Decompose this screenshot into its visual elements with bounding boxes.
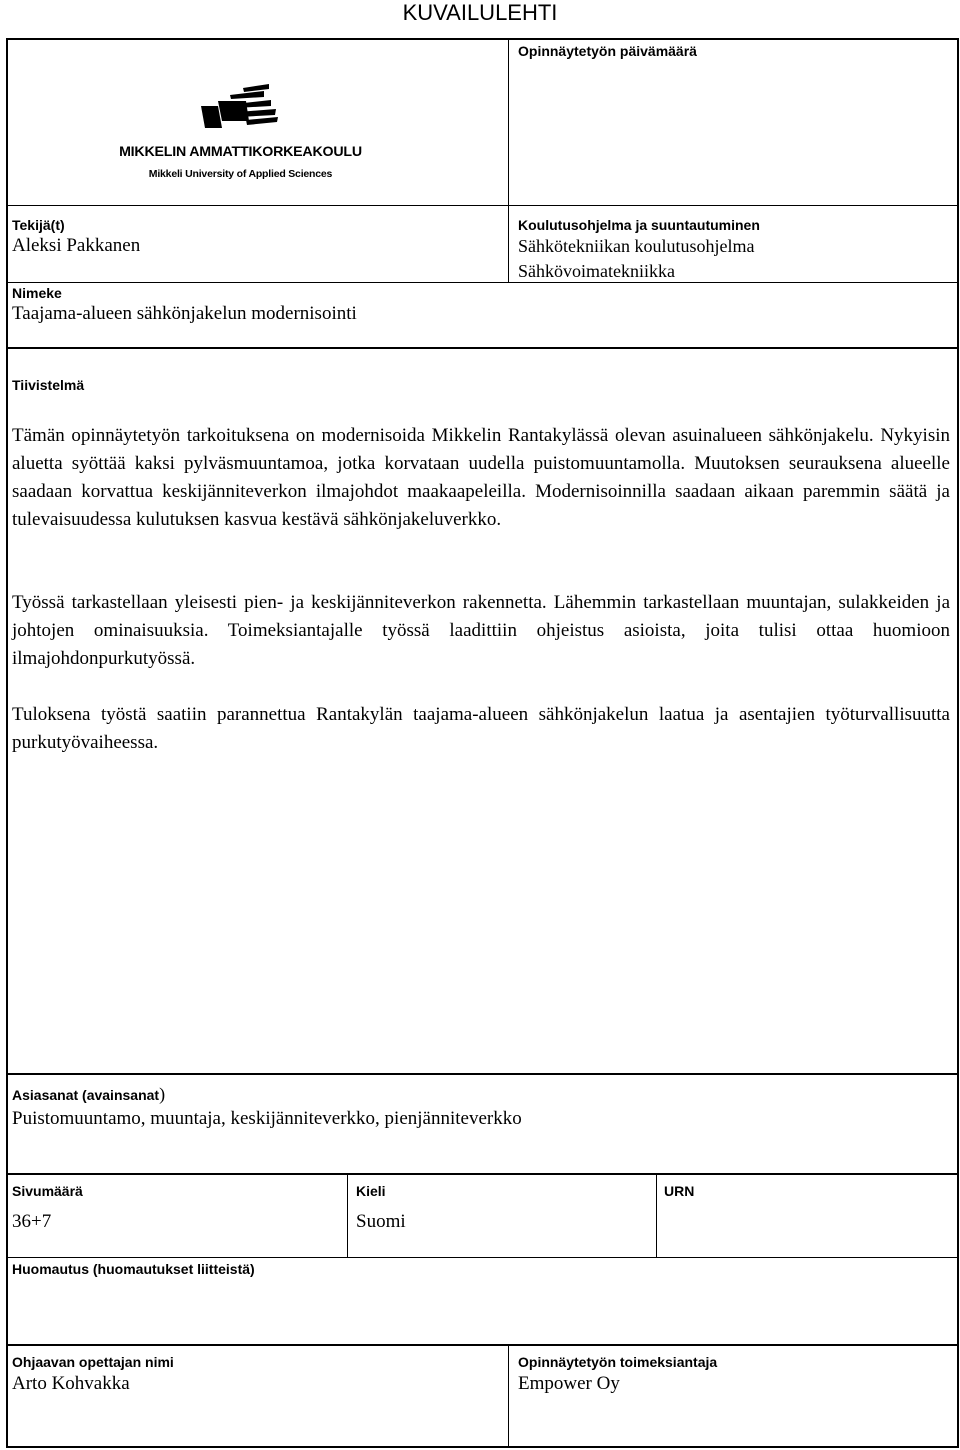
urn-label: URN xyxy=(664,1183,695,1199)
page-title: KUVAILULEHTI xyxy=(402,0,558,25)
language-urn-divider xyxy=(656,1175,657,1257)
title-bottom-rule xyxy=(8,347,958,349)
notes-bottom-rule xyxy=(8,1344,958,1346)
pages-bottom-rule xyxy=(8,1257,958,1258)
abstract-paragraph-3: Tuloksena työstä saatiin parannettua Rantakylän taajama-alueen sähkönjakelun laatua ja asentajien työturvallisuutta purkutyövaiheessa. xyxy=(12,704,950,753)
authors-bottom-rule xyxy=(8,282,958,283)
thesis-date-label: Opinnäytetyön päivämäärä xyxy=(518,43,697,59)
title-label: Nimeke xyxy=(12,285,62,301)
header-divider xyxy=(508,40,509,282)
university-logo xyxy=(118,82,363,186)
language-value: Suomi xyxy=(356,1211,406,1232)
pages-label: Sivumäärä xyxy=(12,1183,83,1199)
authors-value: Aleksi Pakkanen xyxy=(12,235,141,256)
keywords-label-paren: ) xyxy=(159,1084,166,1104)
abstract-paragraph-2: Työssä tarkastellaan yleisesti pien- ja keskijänniteverkon rakennetta. Lähemmin tarkastellaan muuntajan, sulakkeiden ja johtojen ominaisuuksia. Toimeksiantajalle työssä laadittiin ohjeistus asioista, joita tulisi ottaa huomioon ilmajohdonpurkutyössä. xyxy=(12,592,950,669)
degree-programme-label: Koulutusohjelma ja suuntautuminen xyxy=(518,217,760,233)
keywords-bottom-rule xyxy=(8,1173,958,1175)
keywords-value: Puistomuuntamo, muuntaja, keskijänniteverkko, pienjänniteverkko xyxy=(12,1108,522,1129)
supervisor-label: Ohjaavan opettajan nimi xyxy=(12,1354,174,1370)
abstract-bottom-rule xyxy=(8,1073,958,1075)
logo-name: MIKKELIN AMMATTIKORKEAKOULU xyxy=(119,144,362,160)
thesis-title: Taajama-alueen sähkönjakelun modernisointi xyxy=(12,303,357,324)
supervisor-value: Arto Kohvakka xyxy=(12,1373,130,1394)
commissioner-label: Opinnäytetyön toimeksiantaja xyxy=(518,1354,718,1370)
supervisor-divider xyxy=(508,1346,509,1446)
specialisation-value: Sähkövoimatekniikka xyxy=(518,261,675,281)
language-label: Kieli xyxy=(356,1183,386,1199)
pages-language-divider xyxy=(347,1175,348,1257)
keywords-label-text: Asiasanat (avainsanat xyxy=(12,1087,160,1103)
notes-label: Huomautus (huomautukset liitteistä) xyxy=(12,1261,255,1277)
abstract-paragraph-1: Tämän opinnäytetyön tarkoituksena on modernisoida Mikkelin Rantakylässä olevan asuinalueen sähkönjakelu. Nykyisin aluetta syöttää kaksi pylväsmuuntamoa, jotka korvataan uudella puistomuuntamolla. Muutoksen seurauksena alueelle saadaan korvattua keskijänniteverkon ilmajohdot maakaapeleilla. Modernisoinnilla saadaan aikaan paremmin säätä ja tulevaisuudessa kulutuksen kasvua kestävä sähkönjakeluverkko. xyxy=(12,425,950,530)
pages-value: 36+7 xyxy=(12,1211,52,1232)
degree-programme-value: Sähkötekniikan koulutusohjelma xyxy=(518,236,755,256)
header-bottom-rule xyxy=(8,205,958,206)
logo-emblem-icon xyxy=(118,82,363,144)
commissioner-value: Empower Oy xyxy=(518,1373,620,1394)
logo-subtitle: Mikkeli University of Applied Sciences xyxy=(148,168,333,180)
authors-label: Tekijä(t) xyxy=(12,217,65,233)
keywords-label xyxy=(12,1086,165,1103)
abstract-label: Tiivistelmä xyxy=(12,377,85,393)
